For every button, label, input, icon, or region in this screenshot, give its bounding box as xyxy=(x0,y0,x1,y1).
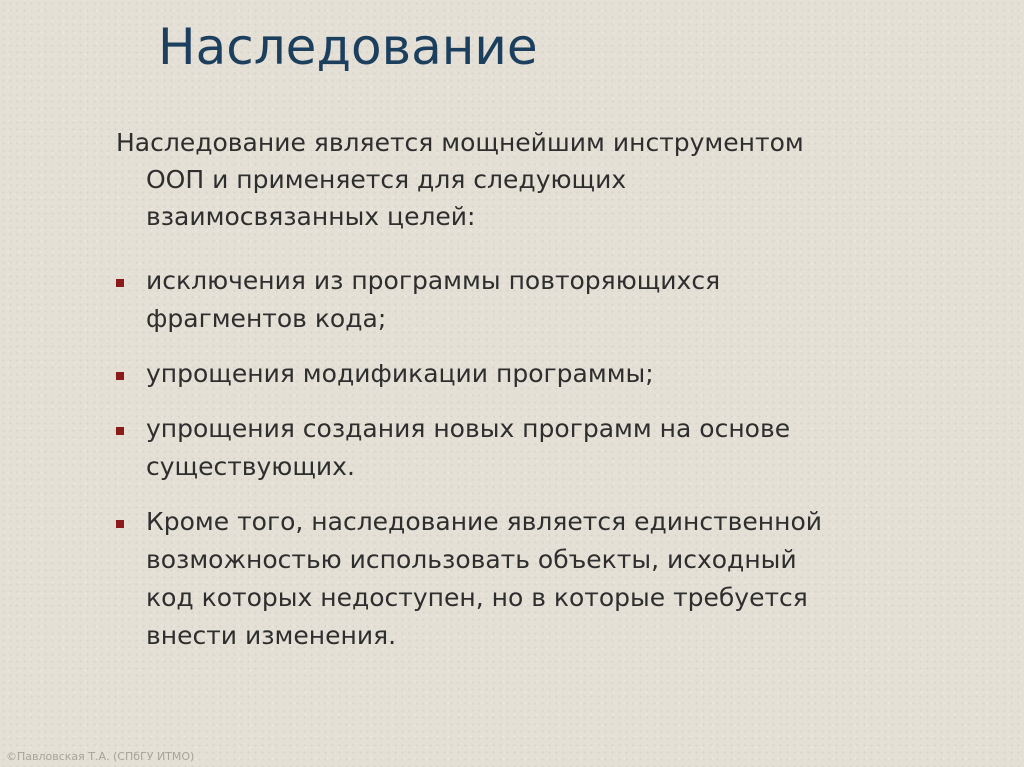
bullet-line: упрощения модификации программы; xyxy=(146,359,654,388)
bullet-line: Кроме того, наследование является единственной xyxy=(146,507,822,536)
square-bullet-icon xyxy=(116,427,124,435)
bullet-line: исключения из программы повторяющихся xyxy=(146,266,721,295)
bullet-item xyxy=(116,503,936,655)
footer-copyright: ©Павловская Т.А. (СПбГУ ИТМО) xyxy=(6,750,195,763)
square-bullet-icon xyxy=(116,520,124,528)
bullet-line: упрощения создания новых программ на основе xyxy=(146,414,791,443)
square-bullet-icon xyxy=(116,279,124,287)
bullet-line: внести изменения. xyxy=(146,621,397,650)
bullet-line: код которых недоступен, но в которые требуется xyxy=(146,583,808,612)
square-bullet-icon xyxy=(116,372,124,380)
intro-paragraph xyxy=(116,124,936,235)
intro-line: взаимосвязанных целей: xyxy=(146,202,476,231)
bullet-line: возможностью использовать объекты, исходный xyxy=(146,545,797,574)
intro-line: Наследование является мощнейшим инструментом xyxy=(116,128,804,157)
slide-title: Наследование xyxy=(158,18,538,76)
bullet-item xyxy=(116,410,936,486)
bullet-line: существующих. xyxy=(146,452,355,481)
bullet-line: фрагментов кода; xyxy=(146,304,387,333)
bullet-item xyxy=(116,355,936,393)
intro-line: ООП и применяется для следующих xyxy=(146,165,627,194)
bullet-item xyxy=(116,262,936,338)
bullet-list xyxy=(116,262,936,672)
